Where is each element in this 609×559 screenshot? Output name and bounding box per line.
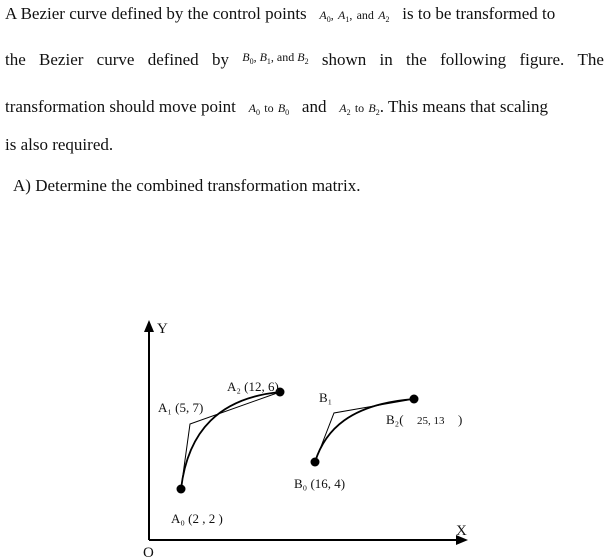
point-b2-ref: $B_2$ (368, 101, 380, 117)
label-a1: A₁ (5, 7) (158, 400, 204, 415)
line3-text-b: . This means that scaling (379, 97, 548, 116)
point-b2 (410, 395, 419, 404)
label-b2-open: B₂( (386, 412, 404, 427)
x-axis-label: X (456, 523, 467, 539)
word: figure. (519, 50, 565, 69)
control-polygon-b (315, 399, 414, 462)
word: The (577, 50, 604, 69)
label-b1: B₁ (319, 390, 333, 405)
label-b2-values: 25, 13 (417, 415, 445, 427)
y-axis-label: Y (157, 321, 168, 337)
y-axis-arrow (144, 320, 154, 332)
word: Bezier (39, 50, 84, 69)
label-b0: B₀ (16, 4) (294, 476, 346, 491)
point-b0 (311, 458, 320, 467)
word: defined (147, 50, 199, 69)
line3-text-a: transformation should move point (5, 97, 236, 116)
word: following (440, 50, 507, 69)
label-a2: A₂ (12, 6) (227, 379, 279, 394)
line1-text-b: is to be transformed to (402, 4, 556, 23)
and-word: and (301, 97, 327, 116)
label-b2-close: ) (458, 412, 463, 427)
point-refs-b: B0, B1, and B2 (242, 50, 309, 66)
word: by (211, 50, 229, 69)
problem-line-4: is also required. (5, 135, 114, 154)
word: in (379, 50, 393, 69)
point-a2-ref: $A_2$ (378, 8, 390, 24)
label-a0: A₀ (2 , 2 ) (171, 511, 223, 526)
point-a0-ref: $A_0$ (248, 101, 260, 117)
bezier-curve-b (315, 399, 414, 462)
point-a2-ref: $A_2$ (339, 101, 351, 117)
word: shown (321, 50, 367, 69)
word: the (406, 50, 427, 69)
point-a0 (177, 485, 186, 494)
point-a1-ref: $A_1$, (338, 8, 353, 24)
point-b0-ref: $B_0$ (277, 101, 290, 117)
origin-label: O (143, 545, 154, 559)
word: curve (96, 50, 135, 69)
point-a0-ref: $A_0$, (319, 8, 334, 24)
word: the (5, 50, 26, 69)
and-word: and (356, 8, 374, 22)
question-a: A) Determine the combined transformation matrix. (13, 176, 361, 195)
line1-text-a: A Bezier curve defined by the control points (5, 4, 307, 23)
to-word: to (354, 101, 365, 115)
to-word: to (264, 101, 274, 115)
